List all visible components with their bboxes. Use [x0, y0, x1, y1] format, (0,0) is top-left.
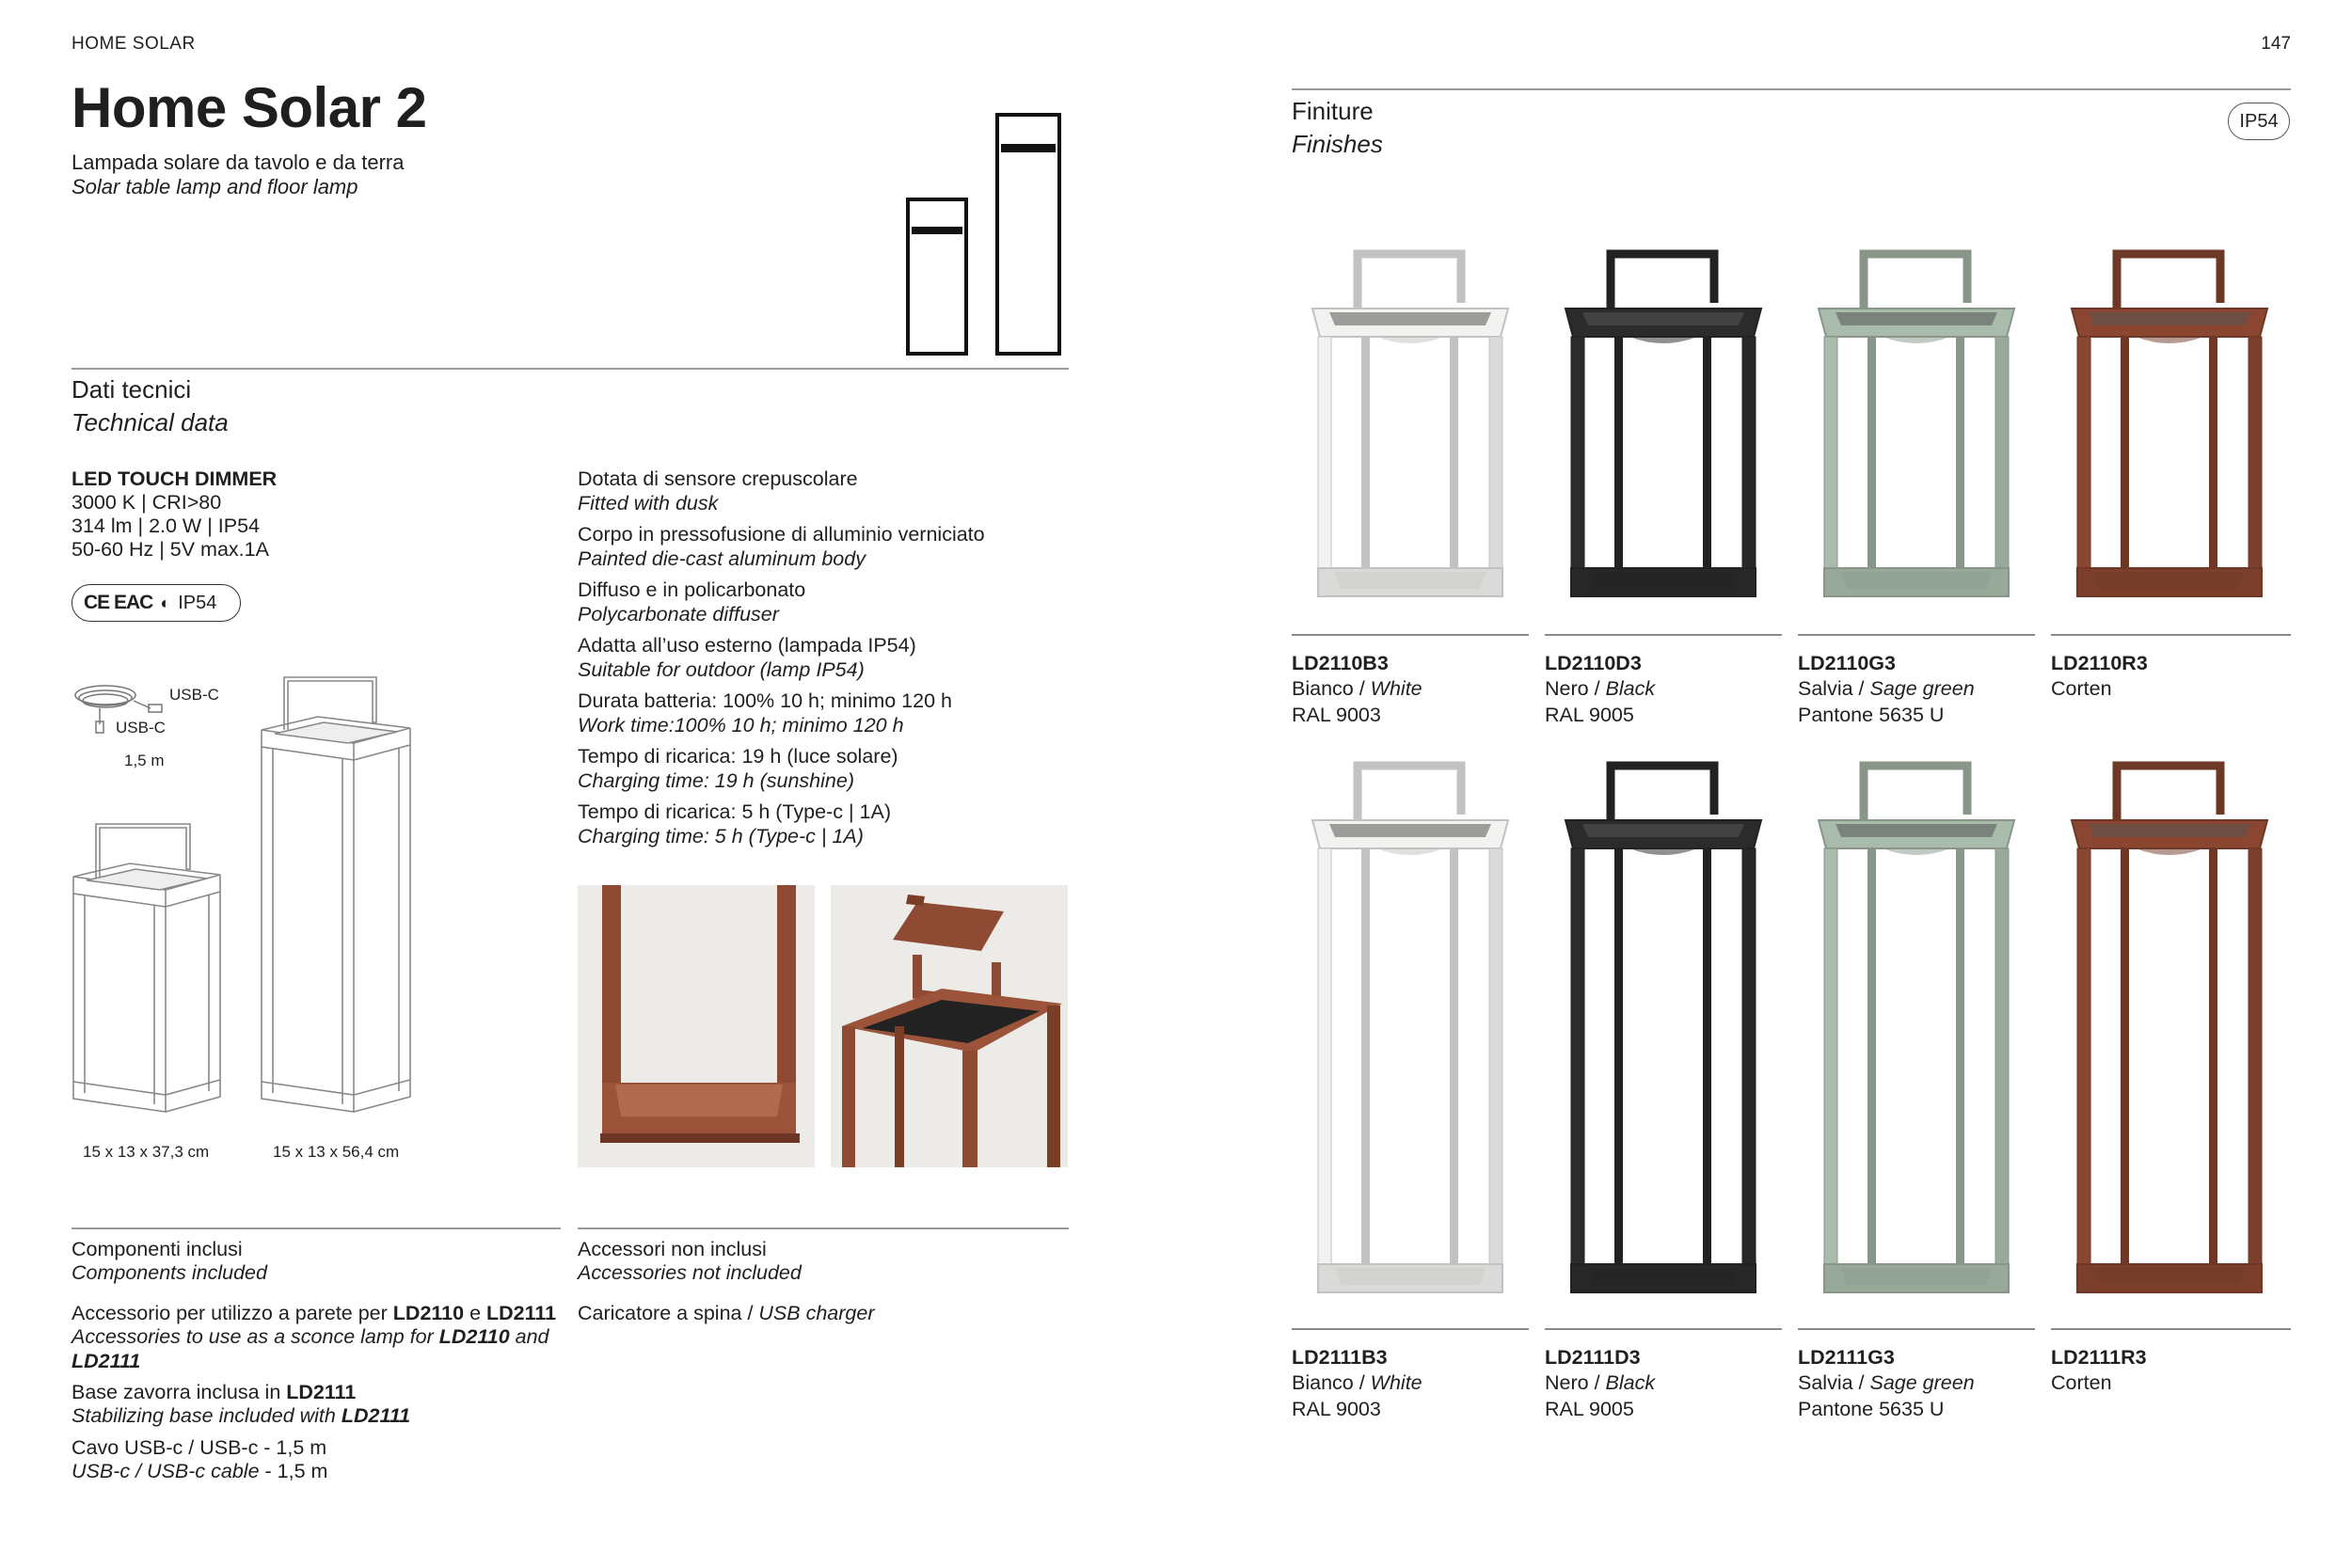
- led-title: LED TOUCH DIMMER: [72, 467, 278, 490]
- finish-ref: RAL 9005: [1545, 1398, 1634, 1420]
- finishes-heading-en: Finishes: [1292, 130, 1383, 158]
- dimensions-large: 15 x 13 x 56,4 cm: [273, 1143, 400, 1161]
- spec-line: 3000 K | CRI>80: [72, 491, 222, 514]
- spec-line: 50-60 Hz | 5V max.1A: [72, 538, 269, 561]
- finish-name-it: Bianco /: [1292, 1371, 1371, 1394]
- accessory-item: Caricatore a spina / USB charger: [578, 1302, 875, 1324]
- subtitle-it: Lampada solare da tavolo e da terra: [72, 150, 405, 174]
- feature-it: Tempo di ricarica: 19 h (luce solare): [578, 745, 898, 768]
- component-item-2-en: Stabilizing base included with LD2111: [72, 1404, 411, 1427]
- finish-item-ld2111d3: [1545, 1346, 1655, 1422]
- cable-label-b: USB-C: [116, 719, 166, 736]
- finish-item-ld2111r3: [2051, 1346, 2147, 1396]
- finish-code: LD2111R3: [2051, 1346, 2147, 1369]
- divider: [72, 368, 1069, 370]
- finish-name-it: Bianco /: [1292, 677, 1371, 700]
- feature-it: Durata batteria: 100% 10 h; minimo 120 h: [578, 689, 952, 712]
- feature-item: [578, 744, 1067, 800]
- accessories-heading-en: Accessories not included: [578, 1261, 802, 1284]
- finish-name-en: Black: [1605, 1371, 1656, 1394]
- finish-code: LD2110B3: [1292, 652, 1389, 674]
- finish-ref: RAL 9003: [1292, 704, 1381, 726]
- tech-heading-en: Technical data: [72, 408, 229, 436]
- finish-name-it: Salvia /: [1798, 1371, 1870, 1394]
- component-item-2-it: Base zavorra inclusa in LD2111: [72, 1381, 357, 1403]
- feature-it: Diffuso e in policarbonato: [578, 578, 806, 601]
- feature-en: Fitted with dusk: [578, 492, 719, 515]
- finishes-heading-it: Finiture: [1292, 97, 1374, 125]
- table-lamp-image-ld2110r3: [2051, 246, 2288, 610]
- finish-ref: Pantone 5635 U: [1798, 1398, 1945, 1420]
- divider: [2051, 1328, 2291, 1330]
- detail-photo-base: [578, 885, 815, 1167]
- divider: [1292, 1328, 1529, 1330]
- floor-lamp-drawing: [256, 673, 416, 1121]
- component-item-1-it: Accessorio per utilizzo a parete per LD2110 e LD2111: [72, 1302, 557, 1324]
- components-heading-it: Componenti inclusi: [72, 1238, 243, 1260]
- finish-item-ld2110g3: [1798, 652, 1975, 728]
- finish-item-ld2110b3: [1292, 652, 1422, 728]
- finish-name-en: Black: [1605, 677, 1656, 700]
- dimensions-small: 15 x 13 x 37,3 cm: [83, 1143, 210, 1161]
- component-item-3-it: Cavo USB-c / USB-c - 1,5 m: [72, 1436, 327, 1459]
- finish-ref: RAL 9005: [1545, 704, 1634, 726]
- table-lamp-image-ld2110b3: [1292, 246, 1529, 610]
- divider: [578, 1227, 1069, 1229]
- feature-en: Work time:100% 10 h; minimo 120 h: [578, 714, 904, 736]
- subtitle-en: Solar table lamp and floor lamp: [72, 175, 358, 198]
- floor-lamp-image-ld2111r3: [2051, 758, 2288, 1306]
- finish-name-it: Corten: [2051, 677, 2112, 700]
- feature-en: Charging time: 19 h (sunshine): [578, 769, 854, 792]
- finish-name-en: Sage green: [1869, 677, 1975, 700]
- finish-code: LD2111G3: [1798, 1346, 1895, 1369]
- feature-item: [578, 689, 1067, 744]
- feature-it: Adatta all’uso esterno (lampada IP54): [578, 634, 916, 657]
- finish-item-ld2111b3: [1292, 1346, 1422, 1422]
- finish-ref: Pantone 5635 U: [1798, 704, 1945, 726]
- section-label: HOME SOLAR: [72, 34, 196, 54]
- floor-lamp-image-ld2111b3: [1292, 758, 1529, 1306]
- feature-item: [578, 522, 1067, 578]
- finish-name-en: White: [1370, 677, 1422, 700]
- divider: [1292, 88, 2291, 90]
- divider: [1798, 634, 2035, 636]
- table-lamp-drawing: [68, 818, 228, 1121]
- finish-name-it: Salvia /: [1798, 677, 1870, 700]
- feature-en: Suitable for outdoor (lamp IP54): [578, 658, 865, 681]
- accessories-heading-it: Accessori non inclusi: [578, 1238, 767, 1260]
- feature-it: Dotata di sensore crepuscolare: [578, 467, 858, 490]
- component-item-1-en: Accessories to use as a sconce lamp for LD2110 and LD2111: [72, 1325, 549, 1372]
- feature-it: Corpo in pressofusione di alluminio verniciato: [578, 523, 985, 546]
- finish-item-ld2110r3: [2051, 652, 2148, 702]
- finish-item-ld2111g3: [1798, 1346, 1975, 1422]
- feature-item: [578, 633, 1067, 689]
- feature-en: Charging time: 5 h (Type-c | 1A): [578, 825, 864, 847]
- cable-label-a: USB-C: [169, 686, 219, 704]
- feature-en: Painted die-cast aluminum body: [578, 547, 866, 570]
- divider: [1545, 634, 1782, 636]
- divider: [1798, 1328, 2035, 1330]
- divider: [2051, 634, 2291, 636]
- finish-code: LD2111B3: [1292, 1346, 1388, 1369]
- feature-it: Tempo di ricarica: 5 h (Type-c | 1A): [578, 800, 891, 823]
- dimmer-icon: ◐: [160, 593, 171, 612]
- finish-name-it: Nero /: [1545, 677, 1606, 700]
- finish-code: LD2110R3: [2051, 652, 2148, 674]
- finish-code: LD2110D3: [1545, 652, 1642, 674]
- divider: [72, 1227, 561, 1229]
- finish-name-it: Nero /: [1545, 1371, 1606, 1394]
- certification-badge: [72, 584, 241, 622]
- ip-rating: IP54: [178, 592, 217, 613]
- finish-item-ld2110d3: [1545, 652, 1655, 728]
- finish-name-en: Sage green: [1869, 1371, 1975, 1394]
- spec-line: 314 lm | 2.0 W | IP54: [72, 515, 260, 537]
- tech-heading-it: Dati tecnici: [72, 375, 192, 404]
- feature-item: [578, 800, 1067, 855]
- detail-photo-top: [831, 885, 1068, 1167]
- divider: [1292, 634, 1529, 636]
- table-lamp-image-ld2110d3: [1545, 246, 1782, 610]
- divider: [1545, 1328, 1782, 1330]
- page-title: Home Solar 2: [72, 76, 427, 139]
- finish-name-en: White: [1370, 1371, 1422, 1394]
- ip-badge: IP54: [2228, 103, 2290, 140]
- lamp-pictogram-icon: [898, 111, 1068, 357]
- cable-length: 1,5 m: [124, 752, 165, 769]
- feature-list: [578, 467, 1067, 855]
- ce-eac-marks: CE EAC: [84, 592, 153, 613]
- components-heading-en: Components included: [72, 1261, 267, 1284]
- floor-lamp-image-ld2111g3: [1798, 758, 2035, 1306]
- finish-ref: RAL 9003: [1292, 1398, 1381, 1420]
- component-item-3-en: USB-c / USB-c cable - 1,5 m: [72, 1460, 328, 1482]
- feature-en: Polycarbonate diffuser: [578, 603, 779, 626]
- finish-code: LD2111D3: [1545, 1346, 1641, 1369]
- finish-code: LD2110G3: [1798, 652, 1896, 674]
- page-number: 147: [2261, 34, 2291, 54]
- floor-lamp-image-ld2111d3: [1545, 758, 1782, 1306]
- feature-item: [578, 578, 1067, 633]
- table-lamp-image-ld2110g3: [1798, 246, 2035, 610]
- finish-name-it: Corten: [2051, 1371, 2112, 1394]
- feature-item: [578, 467, 1067, 522]
